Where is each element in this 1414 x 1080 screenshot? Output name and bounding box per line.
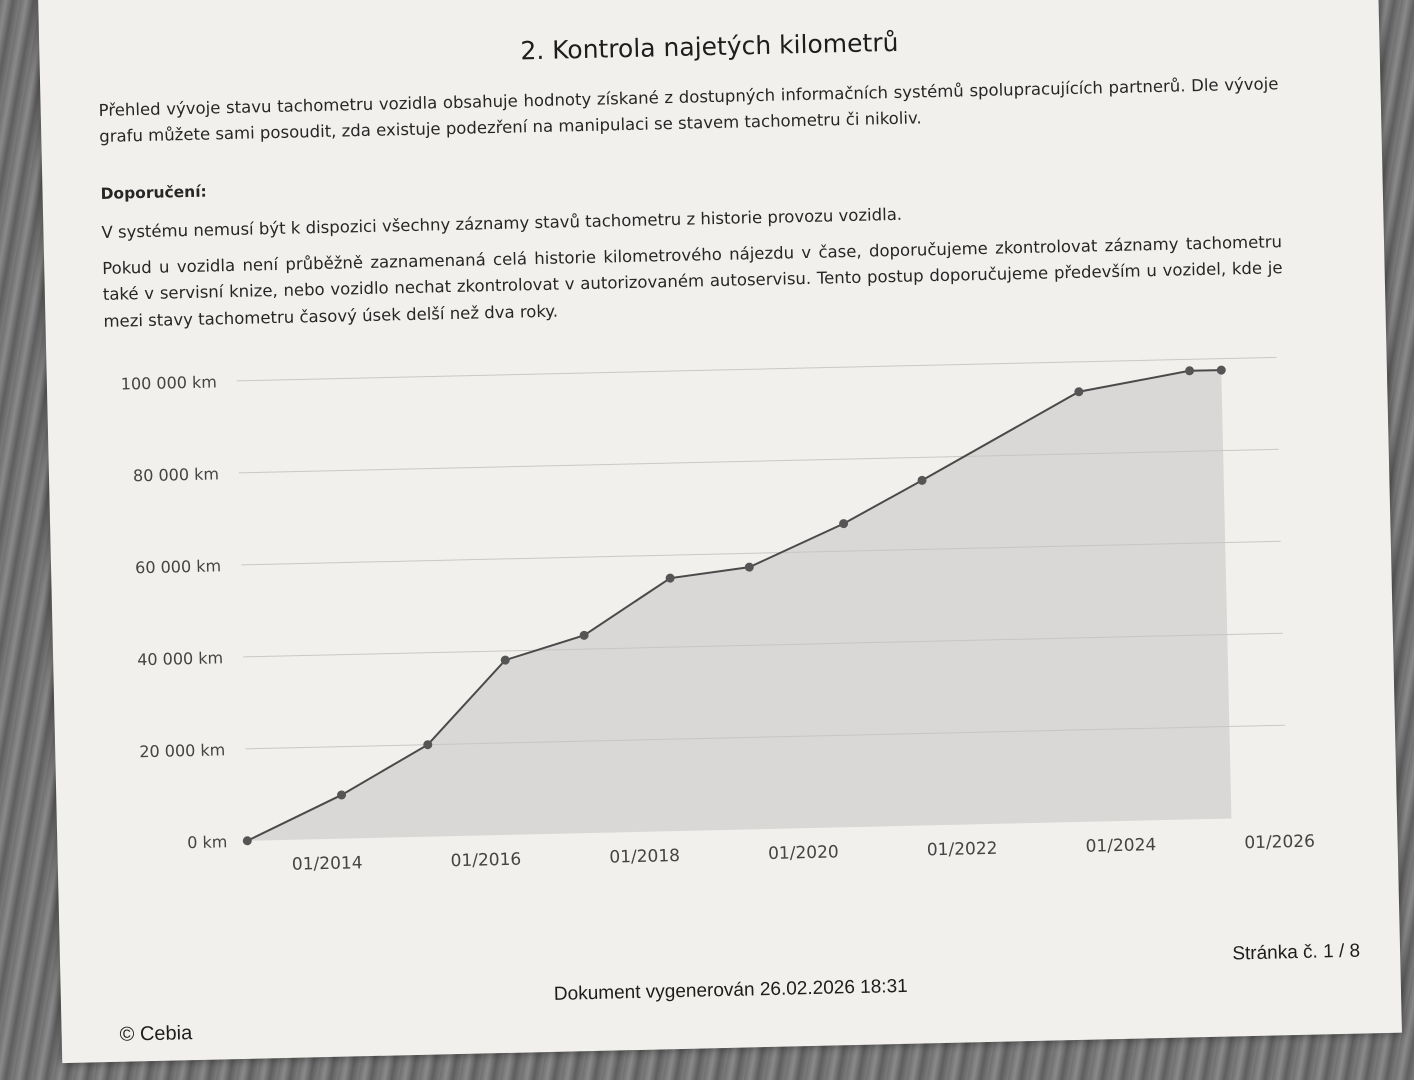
generated-date: Dokument vygenerován 26.02.2026 18:31 xyxy=(553,975,908,1005)
intro-paragraph: Přehled vývoje stavu tachometru vozidla obsahuje hodnoty získané z dostupných informačních systémů spolupracujících partnerů. Dle vývoje grafu můžete sami posoudit, zda existuje podezření na manipulaci se stavem tachometru či nikoliv. xyxy=(98,74,1279,147)
x-tick-label: 01/2018 xyxy=(609,845,681,868)
x-tick-label: 01/2024 xyxy=(1085,835,1157,857)
area-fill xyxy=(237,370,1231,841)
recommendation-heading: Doporučení: xyxy=(100,182,207,203)
y-tick-label: 20 000 km xyxy=(139,740,226,762)
y-tick-label: 100 000 km xyxy=(120,372,218,394)
mileage-chart xyxy=(86,336,1338,894)
x-tick-label: 01/2016 xyxy=(450,849,522,872)
x-tick-label: 01/2014 xyxy=(291,853,363,875)
page-number: Stránka č. 1 / 8 xyxy=(1232,940,1361,965)
y-tick-label: 80 000 km xyxy=(132,464,220,486)
document-page xyxy=(38,0,1402,1063)
y-axis-labels xyxy=(121,372,228,853)
x-tick-label: 01/2020 xyxy=(767,842,839,864)
y-tick-label: 40 000 km xyxy=(137,648,224,670)
advice-paragraph: Pokud u vozidla není průběžně zaznamenaná celá historie kilometrového nájezdu v čase, doporučujeme zkontrolovat záznamy tachometru také v servisní knize, nebo vozidlo nechat zkontrolovat v autorizovaném autoservisu. Tento postup doporučujeme především u vozidel, kde je mezi stavy tachometru časový úsek delší než dva roky. xyxy=(102,232,1283,331)
grid-line xyxy=(237,357,1277,381)
records-note: V systému nemusí být k dispozici všechny záznamy stavů tachometru z historie provozu vozidla. xyxy=(101,204,903,242)
y-tick-label: 0 km xyxy=(186,832,228,853)
x-tick-label: 01/2022 xyxy=(926,838,998,861)
x-tick-label: 01/2026 xyxy=(1244,831,1316,854)
copyright: © Cebia xyxy=(119,1022,193,1046)
data-point xyxy=(243,836,252,845)
y-tick-label: 60 000 km xyxy=(134,556,222,578)
x-axis-labels xyxy=(292,832,1315,875)
page-title: 2. Kontrola najetých kilometrů xyxy=(520,27,899,66)
